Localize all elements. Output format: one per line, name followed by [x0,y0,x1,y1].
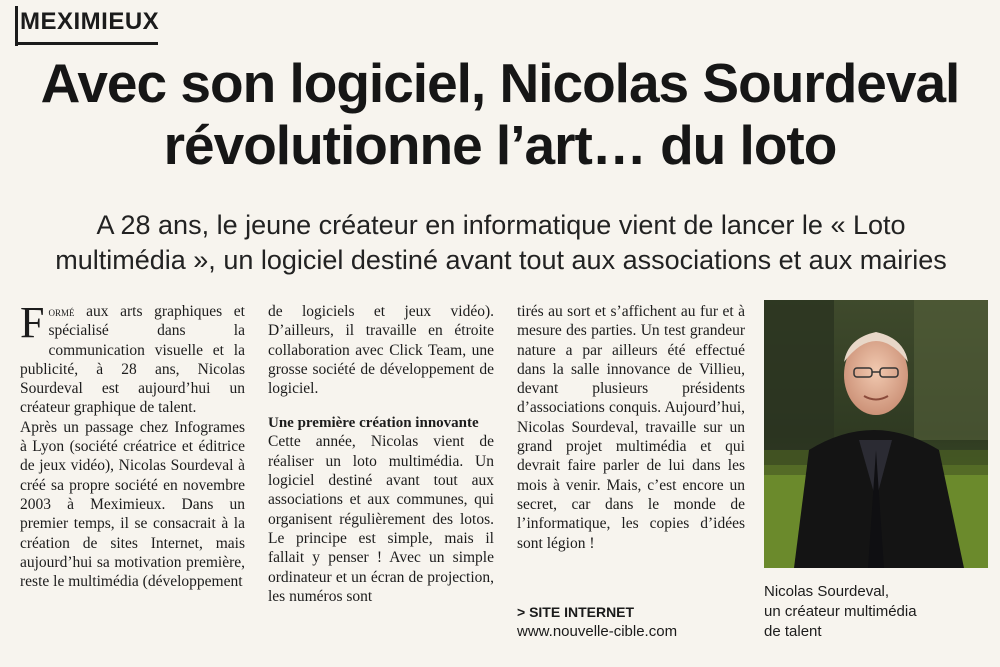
website-label: > SITE INTERNET [517,604,635,620]
paragraph: Après un passage chez Infogrames à Lyon (société créatrice et éditrice de jeux vidéo), Nicolas Sourdeval à créé sa propre société en novembre 2003 à Meximieux. Dans un premier temps, il se consacrait à la création de sites Internet, mais aujourd’hui sa motivation première, reste le multimédia (développement [20,418,245,591]
paragraph [20,298,245,418]
rubric-bar [15,6,18,46]
lead-smallcaps: ormé [48,304,75,319]
article-headline [18,52,982,176]
paragraph: Cette année, Nicolas vient de réaliser un loto multimédia. Un logiciel destiné avant tout aux associations et aux communes, qui organisent régulièrement des lotos. Le principe est simple, mais il fallait y penser ! Avec un simple ordinateur et un écran de projection, les numéros sont [268,433,494,605]
portrait-illustration [764,300,988,568]
caption-line-3: de talent [764,623,822,640]
photo-caption [764,582,988,642]
paragraph: tirés au sort et s’affichent au fur et à mesure des parties. Un test grandeur nature a par ailleurs été effectué dans la salle innovance de Villieu, devant plusieurs présidents d’associations conquis. Aujourd’hui, Nicolas Sourdeval, travaille sur un grand projet multimédia et qui devrait faire parler de lui dans les mois à venir. Mais, c’est encore un secret, car dans le monde de l’informatique, les copies d’idées sont légion ! [517,303,745,552]
article-subheadline [18,208,984,278]
caption-line-2: un créateur multimédia [764,603,917,620]
headline-line-1: Avec son logiciel, Nicolas Sourdeval [40,52,960,114]
website-url: www.nouvelle-cible.com [517,623,678,640]
section-subheading: Une première création innovante [268,415,479,432]
text-column-3 [517,302,745,553]
rubric-underline [18,42,158,45]
portrait-photo [764,300,988,568]
caption-line-1: Nicolas Sourdeval, [764,583,890,600]
text-column-1 [20,298,245,591]
paragraph: de logiciels et jeux vidéo). D’ailleurs, il travaille en étroite collaboration avec Click Team, une grosse société de développement de logiciel. [268,303,494,398]
subhead-line-1: A 28 ans, le jeune créateur en informatique vient de lancer le « Loto [96,210,906,240]
section-rubric: MEXIMIEUX [20,8,160,35]
drop-cap: F [20,298,45,347]
headline-line-2: révolutionne l’art… du loto [163,114,837,176]
text-column-2 [268,302,494,606]
subhead-line-2: multimédia », un logiciel destiné avant tout aux associations et aux mairies [55,245,947,275]
paragraph-text: aux arts graphiques et spécialisé dans la communication visuelle et la publicité, à 28 ans, Nicolas Sourdeval est aujourd’hui un créateur graphique de talent. [20,303,245,417]
